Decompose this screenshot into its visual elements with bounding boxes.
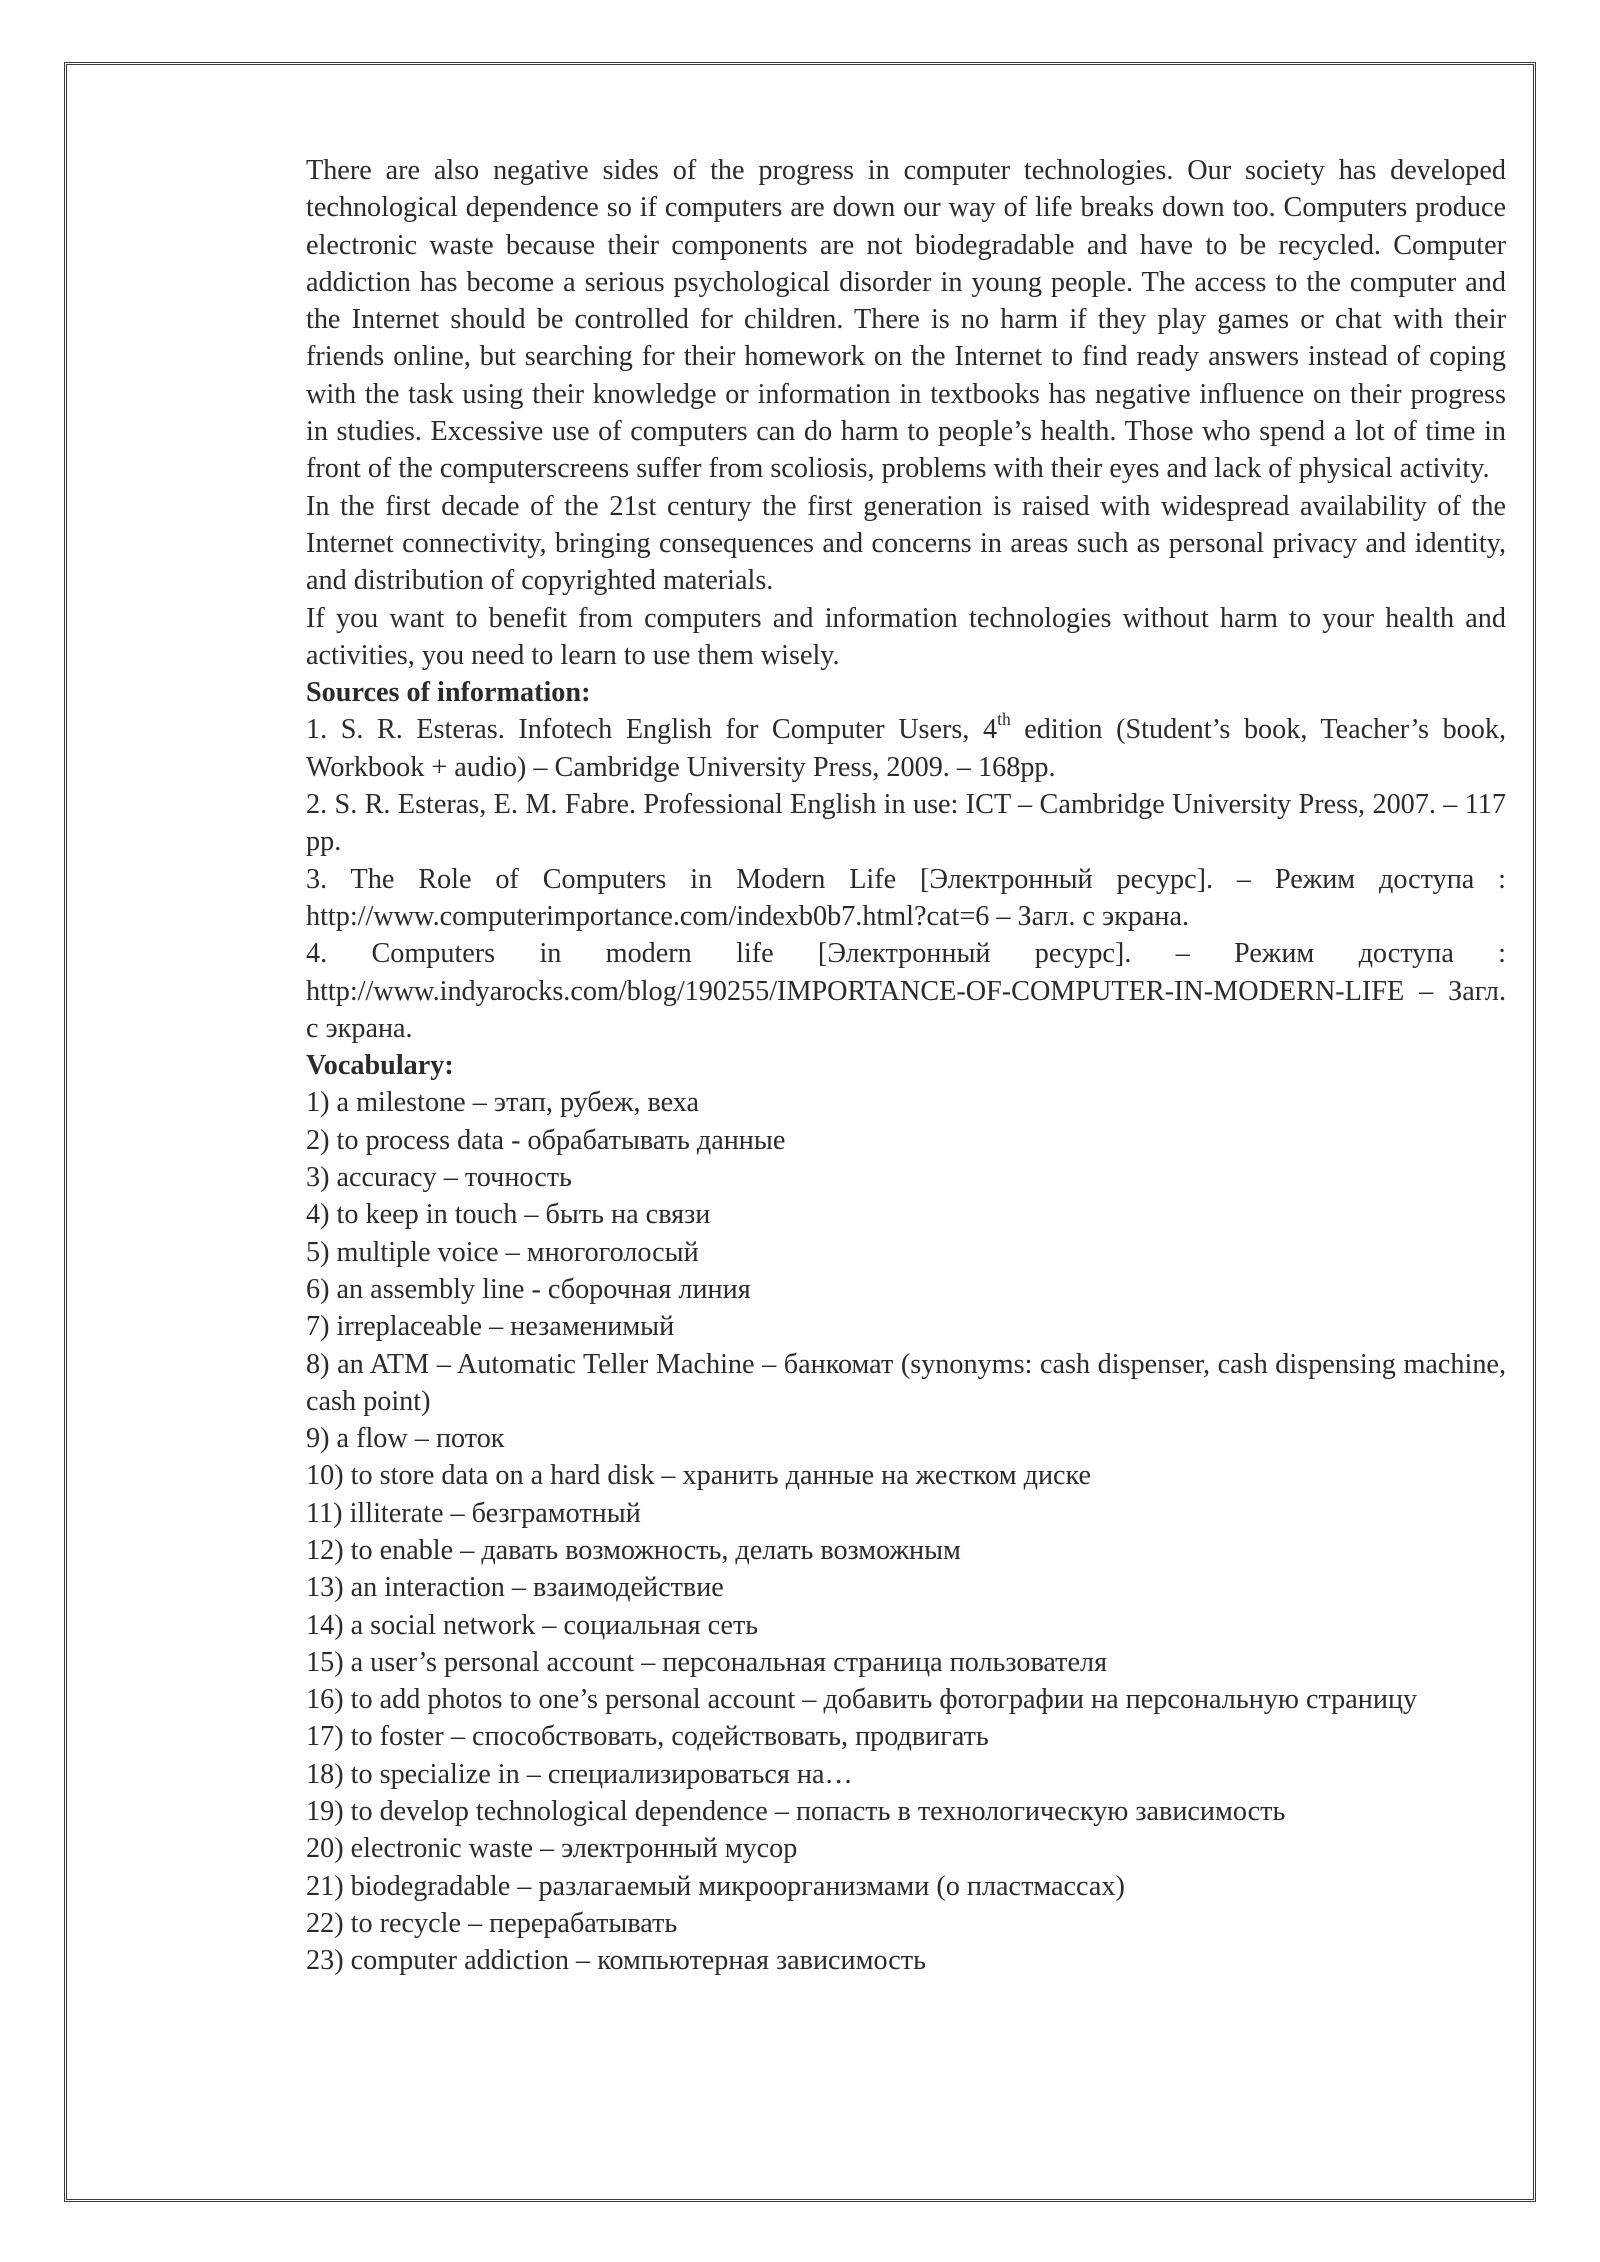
vocabulary-item: 6) an assembly line - сборочная линия [306, 1273, 751, 1305]
vocabulary-item: 15) a user’s personal account – персональная страница пользователя [306, 1646, 1108, 1678]
vocabulary-item: 16) to add photos to one’s personal account – добавить фотографии на персональную страницу [306, 1684, 1418, 1716]
vocabulary-item: 23) computer addiction – компьютерная зависимость [306, 1945, 926, 1977]
vocabulary-item: 3) accuracy – точность [306, 1162, 572, 1194]
vocabulary-item: 2) to process data - обрабатывать данные [306, 1124, 786, 1156]
source-item: 4. Computers in modern life [Электронный ресурс]. – Режим доступа : http://www.indyarocks.com/blog/190255/IMPORTANCE-OF-COMPUTER-IN-MODERN-LIFE – Загл. с экрана. [306, 938, 1506, 1044]
vocabulary-item: 10) to store data on a hard disk – хранить данные на жестком диске [306, 1460, 1092, 1492]
vocabulary-item: 18) to specialize in – специализироваться на… [306, 1758, 853, 1790]
vocabulary-item: 13) an interaction – взаимодействие [306, 1572, 724, 1604]
body-paragraph: There are also negative sides of the progress in computer technologies. Our society has developed technological dependence so if computers are down our way of life breaks down too. Computers produce electronic waste because their components are not biodegradable and have to be recycled. Computer addiction has become a serious psychological disorder in young people. The access to the computer and the Internet should be controlled for children. There is no harm if they play games or chat with their friends online, but searching for their homework on the Internet to find ready answers instead of coping with the task using their knowledge or information in textbooks has negative influence on their progress in studies. Excessive use of computers can do harm to people’s health. Those who spend a lot of time in front of the computerscreens suffer from scoliosis, problems with their eyes and lack of physical activity. [306, 155, 1506, 485]
source-item: 2. S. R. Esteras, E. M. Fabre. Professional English in use: ICT – Cambridge University Press, 2007. – 117 pp. [306, 789, 1506, 858]
vocabulary-item: 4) to keep in touch – быть на связи [306, 1199, 711, 1231]
vocabulary-item: 17) to foster – способствовать, содействовать, продвигать [306, 1721, 989, 1753]
sources-heading: Sources of information: [306, 677, 591, 709]
vocabulary-item: 20) electronic waste – электронный мусор [306, 1833, 798, 1865]
body-paragraph: In the first decade of the 21st century the first generation is raised with widespread availability of the Internet connectivity, bringing consequences and concerns in areas such as personal privacy and identity, and distribution of copyrighted materials. [306, 490, 1506, 597]
vocabulary-item: 21) biodegradable – разлагаемый микроорганизмами (о пластмассах) [306, 1870, 1125, 1902]
vocabulary-item: 7) irreplaceable – незаменимый [306, 1311, 675, 1343]
source-item [306, 711, 1506, 786]
vocabulary-item: 5) multiple voice – многоголосый [306, 1236, 699, 1268]
vocabulary-item: 8) an ATM – Automatic Teller Machine – банкомат (synonyms: cash dispenser, cash dispensing machine, cash point) [306, 1348, 1506, 1417]
source-item-text: 1. S. R. Esteras. Infotech English for Computer Users, 4 [306, 714, 998, 746]
vocabulary-item: 19) to develop technological dependence – попасть в технологическую зависимость [306, 1796, 1286, 1828]
vocabulary-list [306, 1084, 1506, 1979]
vocabulary-item: 9) a flow – поток [306, 1423, 505, 1455]
body-paragraph: If you want to benefit from computers and information technologies without harm to your health and activities, you need to learn to use them wisely. [306, 602, 1506, 671]
vocabulary-item: 12) to enable – давать возможность, делать возможным [306, 1534, 961, 1566]
vocabulary-item: 14) a social network – социальная сеть [306, 1609, 759, 1641]
source-item-text: edition (Student’s book, Teacher’s book, Workbook + audio) – Cambridge University Press, 2009. – 168pp. [306, 714, 1506, 783]
vocabulary-item: 22) to recycle – перерабатывать [306, 1907, 678, 1939]
superscript: th [997, 709, 1011, 730]
vocabulary-heading: Vocabulary: [306, 1050, 454, 1082]
source-item: 3. The Role of Computers in Modern Life [Электронный ресурс]. – Режим доступа : http://www.computerimportance.com/indexb0b7.html?cat=6 – Загл. с экрана. [306, 863, 1506, 932]
vocabulary-item: 11) illiterate – безграмотный [306, 1497, 641, 1529]
document-content [306, 152, 1506, 1980]
vocabulary-item: 1) a milestone – этап, рубеж, веха [306, 1087, 699, 1119]
